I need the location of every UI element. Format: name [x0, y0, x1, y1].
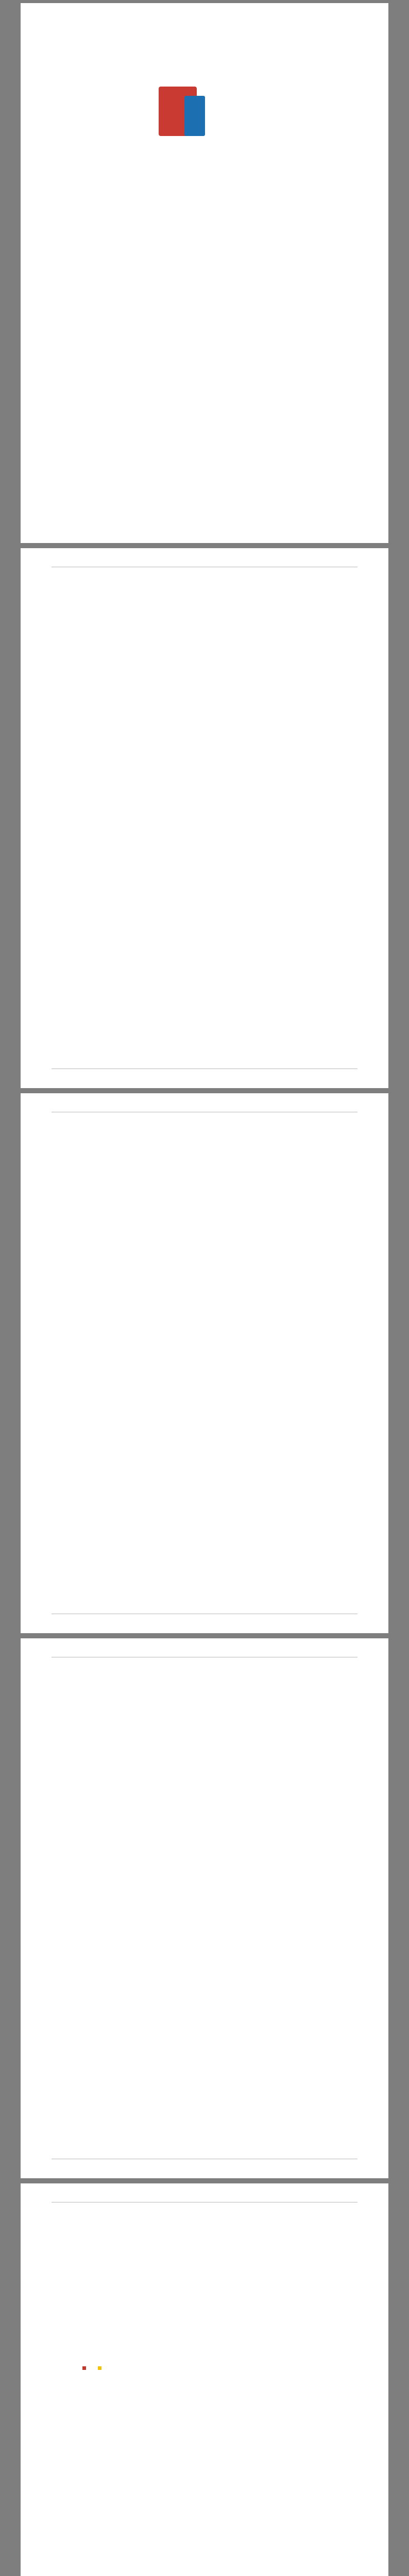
legend-swatch: [98, 2366, 101, 2370]
chart-legend: [82, 2366, 357, 2370]
page-header: [52, 1655, 357, 1657]
legend-swatch: [82, 2366, 86, 2370]
cover-page: [21, 3, 388, 543]
page-header: [52, 1110, 357, 1112]
page-header: [52, 2200, 357, 2202]
toc-page-3: [21, 1638, 388, 2178]
company-logo: [159, 87, 257, 159]
toc-page-1: [21, 548, 388, 1088]
legend-item: [98, 2366, 103, 2370]
page-footer: [52, 2159, 357, 2161]
content-page-1: [21, 2183, 388, 2576]
logo-letter-r: [184, 96, 205, 136]
page-header: [52, 565, 357, 567]
legend-item: [82, 2366, 88, 2370]
toc-body: [52, 1680, 357, 1685]
page-footer: [52, 1614, 357, 1616]
toc-body: [52, 615, 357, 626]
toc-page-2: [21, 1093, 388, 1633]
content-body: [52, 2249, 357, 2373]
bar-chart: [52, 2256, 357, 2364]
page-footer: [52, 1069, 357, 1071]
